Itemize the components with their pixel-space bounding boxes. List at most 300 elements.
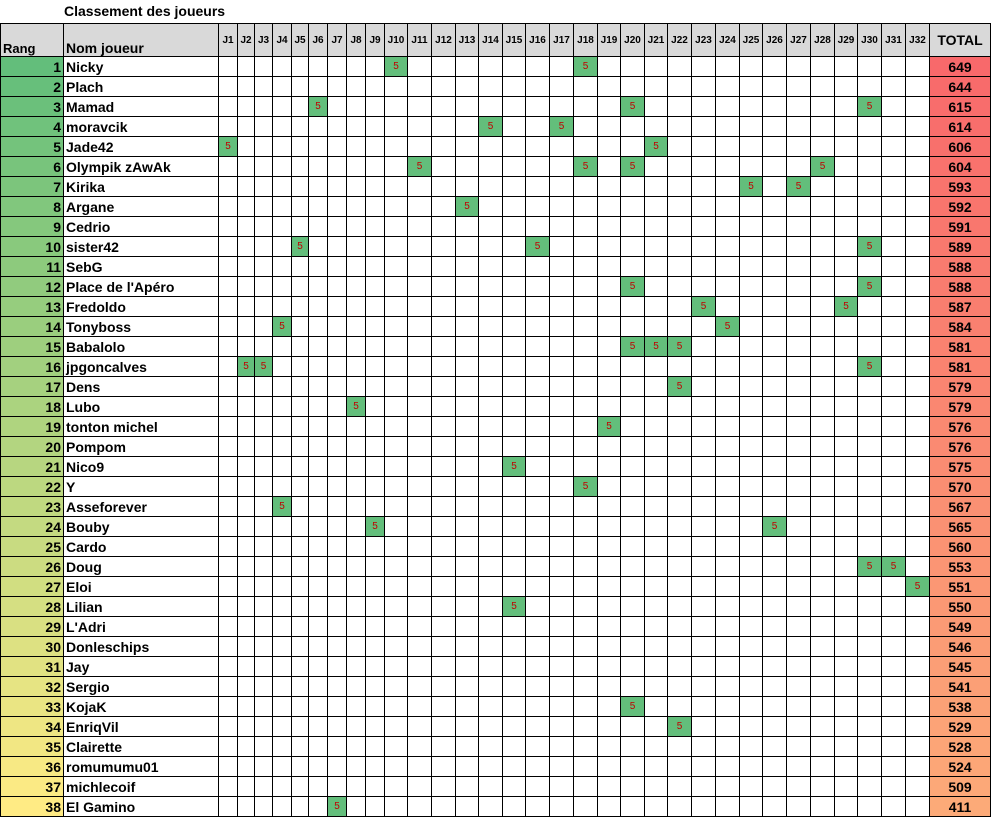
- empty-day-cell[interactable]: [858, 517, 882, 537]
- empty-day-cell[interactable]: [292, 217, 309, 237]
- empty-day-cell[interactable]: [811, 337, 835, 357]
- empty-day-cell[interactable]: [219, 417, 238, 437]
- empty-day-cell[interactable]: [238, 117, 255, 137]
- empty-day-cell[interactable]: [385, 297, 408, 317]
- empty-day-cell[interactable]: [787, 517, 811, 537]
- empty-day-cell[interactable]: [882, 357, 906, 377]
- empty-day-cell[interactable]: [479, 617, 503, 637]
- empty-day-cell[interactable]: [238, 497, 255, 517]
- empty-day-cell[interactable]: [787, 137, 811, 157]
- empty-day-cell[interactable]: [526, 297, 550, 317]
- empty-day-cell[interactable]: [550, 317, 574, 337]
- empty-day-cell[interactable]: [255, 457, 273, 477]
- empty-day-cell[interactable]: [811, 77, 835, 97]
- day-header-j7[interactable]: J7: [328, 24, 347, 57]
- rank-cell[interactable]: 35: [1, 737, 64, 757]
- rank-cell[interactable]: 3: [1, 97, 64, 117]
- empty-day-cell[interactable]: [598, 437, 621, 457]
- empty-day-cell[interactable]: [621, 117, 645, 137]
- empty-day-cell[interactable]: [574, 677, 598, 697]
- empty-day-cell[interactable]: [479, 637, 503, 657]
- empty-day-cell[interactable]: [503, 297, 526, 317]
- empty-day-cell[interactable]: [550, 457, 574, 477]
- empty-day-cell[interactable]: [328, 557, 347, 577]
- empty-day-cell[interactable]: [432, 497, 456, 517]
- empty-day-cell[interactable]: [503, 617, 526, 637]
- empty-day-cell[interactable]: [550, 517, 574, 537]
- empty-day-cell[interactable]: [692, 597, 716, 617]
- empty-day-cell[interactable]: [668, 517, 692, 537]
- empty-day-cell[interactable]: [219, 77, 238, 97]
- empty-day-cell[interactable]: [273, 197, 292, 217]
- empty-day-cell[interactable]: [787, 237, 811, 257]
- rank-cell[interactable]: 24: [1, 517, 64, 537]
- empty-day-cell[interactable]: [347, 697, 366, 717]
- empty-day-cell[interactable]: [219, 657, 238, 677]
- empty-day-cell[interactable]: [456, 57, 479, 77]
- day-header-j6[interactable]: J6: [309, 24, 328, 57]
- empty-day-cell[interactable]: [292, 517, 309, 537]
- player-name-cell[interactable]: Lubo: [64, 397, 219, 417]
- empty-day-cell[interactable]: [906, 437, 930, 457]
- empty-day-cell[interactable]: [787, 697, 811, 717]
- player-name-cell[interactable]: Lilian: [64, 597, 219, 617]
- empty-day-cell[interactable]: [906, 537, 930, 557]
- day-header-j19[interactable]: J19: [598, 24, 621, 57]
- empty-day-cell[interactable]: [456, 757, 479, 777]
- empty-day-cell[interactable]: [811, 117, 835, 137]
- empty-day-cell[interactable]: [328, 397, 347, 417]
- empty-day-cell[interactable]: [787, 317, 811, 337]
- empty-day-cell[interactable]: [503, 517, 526, 537]
- empty-day-cell[interactable]: [456, 597, 479, 617]
- empty-day-cell[interactable]: [479, 777, 503, 797]
- rank-cell[interactable]: 22: [1, 477, 64, 497]
- empty-day-cell[interactable]: [479, 97, 503, 117]
- empty-day-cell[interactable]: [219, 177, 238, 197]
- bonus-point-cell[interactable]: 5: [668, 337, 692, 357]
- empty-day-cell[interactable]: [858, 77, 882, 97]
- empty-day-cell[interactable]: [526, 777, 550, 797]
- empty-day-cell[interactable]: [550, 437, 574, 457]
- empty-day-cell[interactable]: [238, 737, 255, 757]
- empty-day-cell[interactable]: [787, 297, 811, 317]
- empty-day-cell[interactable]: [238, 257, 255, 277]
- empty-day-cell[interactable]: [787, 717, 811, 737]
- empty-day-cell[interactable]: [432, 77, 456, 97]
- empty-day-cell[interactable]: [503, 657, 526, 677]
- empty-day-cell[interactable]: [598, 597, 621, 617]
- empty-day-cell[interactable]: [309, 477, 328, 497]
- empty-day-cell[interactable]: [219, 517, 238, 537]
- empty-day-cell[interactable]: [385, 497, 408, 517]
- empty-day-cell[interactable]: [645, 537, 668, 557]
- empty-day-cell[interactable]: [598, 637, 621, 657]
- empty-day-cell[interactable]: [858, 457, 882, 477]
- empty-day-cell[interactable]: [238, 577, 255, 597]
- empty-day-cell[interactable]: [347, 157, 366, 177]
- empty-day-cell[interactable]: [882, 77, 906, 97]
- empty-day-cell[interactable]: [347, 757, 366, 777]
- empty-day-cell[interactable]: [740, 657, 763, 677]
- empty-day-cell[interactable]: [432, 217, 456, 237]
- player-name-cell[interactable]: Cardo: [64, 537, 219, 557]
- empty-day-cell[interactable]: [598, 77, 621, 97]
- empty-day-cell[interactable]: [255, 117, 273, 137]
- empty-day-cell[interactable]: [238, 557, 255, 577]
- empty-day-cell[interactable]: [811, 517, 835, 537]
- empty-day-cell[interactable]: [621, 577, 645, 597]
- empty-day-cell[interactable]: [574, 357, 598, 377]
- empty-day-cell[interactable]: [574, 737, 598, 757]
- empty-day-cell[interactable]: [906, 257, 930, 277]
- total-cell[interactable]: 649: [930, 57, 991, 77]
- empty-day-cell[interactable]: [309, 257, 328, 277]
- empty-day-cell[interactable]: [550, 337, 574, 357]
- empty-day-cell[interactable]: [328, 577, 347, 597]
- empty-day-cell[interactable]: [432, 757, 456, 777]
- empty-day-cell[interactable]: [763, 797, 787, 817]
- empty-day-cell[interactable]: [716, 77, 740, 97]
- empty-day-cell[interactable]: [347, 577, 366, 597]
- empty-day-cell[interactable]: [716, 437, 740, 457]
- bonus-point-cell[interactable]: 5: [740, 177, 763, 197]
- empty-day-cell[interactable]: [366, 657, 385, 677]
- empty-day-cell[interactable]: [858, 317, 882, 337]
- empty-day-cell[interactable]: [692, 177, 716, 197]
- empty-day-cell[interactable]: [716, 377, 740, 397]
- empty-day-cell[interactable]: [456, 677, 479, 697]
- empty-day-cell[interactable]: [219, 757, 238, 777]
- rank-cell[interactable]: 11: [1, 257, 64, 277]
- empty-day-cell[interactable]: [366, 737, 385, 757]
- empty-day-cell[interactable]: [621, 457, 645, 477]
- empty-day-cell[interactable]: [255, 737, 273, 757]
- empty-day-cell[interactable]: [858, 657, 882, 677]
- empty-day-cell[interactable]: [811, 297, 835, 317]
- empty-day-cell[interactable]: [621, 417, 645, 437]
- bonus-point-cell[interactable]: 5: [906, 577, 930, 597]
- rank-cell[interactable]: 33: [1, 697, 64, 717]
- empty-day-cell[interactable]: [763, 237, 787, 257]
- empty-day-cell[interactable]: [456, 337, 479, 357]
- rank-cell[interactable]: 1: [1, 57, 64, 77]
- empty-day-cell[interactable]: [219, 637, 238, 657]
- empty-day-cell[interactable]: [574, 117, 598, 137]
- empty-day-cell[interactable]: [598, 457, 621, 477]
- bonus-point-cell[interactable]: 5: [692, 297, 716, 317]
- empty-day-cell[interactable]: [273, 117, 292, 137]
- empty-day-cell[interactable]: [238, 277, 255, 297]
- empty-day-cell[interactable]: [273, 137, 292, 157]
- empty-day-cell[interactable]: [835, 677, 858, 697]
- empty-day-cell[interactable]: [858, 297, 882, 317]
- empty-day-cell[interactable]: [255, 437, 273, 457]
- empty-day-cell[interactable]: [882, 97, 906, 117]
- empty-day-cell[interactable]: [621, 257, 645, 277]
- empty-day-cell[interactable]: [740, 137, 763, 157]
- empty-day-cell[interactable]: [668, 757, 692, 777]
- empty-day-cell[interactable]: [366, 257, 385, 277]
- empty-day-cell[interactable]: [503, 437, 526, 457]
- empty-day-cell[interactable]: [906, 357, 930, 377]
- empty-day-cell[interactable]: [763, 557, 787, 577]
- empty-day-cell[interactable]: [385, 137, 408, 157]
- empty-day-cell[interactable]: [219, 97, 238, 117]
- empty-day-cell[interactable]: [858, 797, 882, 817]
- empty-day-cell[interactable]: [598, 697, 621, 717]
- empty-day-cell[interactable]: [526, 277, 550, 297]
- empty-day-cell[interactable]: [550, 777, 574, 797]
- empty-day-cell[interactable]: [408, 517, 432, 537]
- empty-day-cell[interactable]: [479, 317, 503, 337]
- empty-day-cell[interactable]: [692, 797, 716, 817]
- total-cell[interactable]: 524: [930, 757, 991, 777]
- empty-day-cell[interactable]: [432, 557, 456, 577]
- empty-day-cell[interactable]: [219, 277, 238, 297]
- empty-day-cell[interactable]: [882, 657, 906, 677]
- empty-day-cell[interactable]: [621, 717, 645, 737]
- empty-day-cell[interactable]: [309, 737, 328, 757]
- empty-day-cell[interactable]: [238, 457, 255, 477]
- empty-day-cell[interactable]: [366, 617, 385, 637]
- empty-day-cell[interactable]: [598, 517, 621, 537]
- empty-day-cell[interactable]: [238, 757, 255, 777]
- empty-day-cell[interactable]: [347, 277, 366, 297]
- empty-day-cell[interactable]: [292, 297, 309, 317]
- empty-day-cell[interactable]: [238, 677, 255, 697]
- empty-day-cell[interactable]: [255, 557, 273, 577]
- empty-day-cell[interactable]: [347, 617, 366, 637]
- empty-day-cell[interactable]: [645, 177, 668, 197]
- total-cell[interactable]: 588: [930, 257, 991, 277]
- empty-day-cell[interactable]: [740, 777, 763, 797]
- empty-day-cell[interactable]: [882, 197, 906, 217]
- player-name-cell[interactable]: Argane: [64, 197, 219, 217]
- empty-day-cell[interactable]: [787, 657, 811, 677]
- empty-day-cell[interactable]: [668, 797, 692, 817]
- total-cell[interactable]: 560: [930, 537, 991, 557]
- day-header-j32[interactable]: J32: [906, 24, 930, 57]
- empty-day-cell[interactable]: [366, 217, 385, 237]
- empty-day-cell[interactable]: [347, 517, 366, 537]
- empty-day-cell[interactable]: [858, 437, 882, 457]
- empty-day-cell[interactable]: [668, 437, 692, 457]
- empty-day-cell[interactable]: [906, 697, 930, 717]
- empty-day-cell[interactable]: [479, 397, 503, 417]
- empty-day-cell[interactable]: [385, 157, 408, 177]
- empty-day-cell[interactable]: [255, 637, 273, 657]
- empty-day-cell[interactable]: [328, 337, 347, 357]
- empty-day-cell[interactable]: [456, 157, 479, 177]
- empty-day-cell[interactable]: [550, 137, 574, 157]
- empty-day-cell[interactable]: [692, 317, 716, 337]
- empty-day-cell[interactable]: [574, 717, 598, 737]
- empty-day-cell[interactable]: [292, 177, 309, 197]
- rank-cell[interactable]: 23: [1, 497, 64, 517]
- empty-day-cell[interactable]: [574, 597, 598, 617]
- empty-day-cell[interactable]: [255, 517, 273, 537]
- empty-day-cell[interactable]: [255, 717, 273, 737]
- empty-day-cell[interactable]: [835, 377, 858, 397]
- empty-day-cell[interactable]: [645, 777, 668, 797]
- empty-day-cell[interactable]: [526, 117, 550, 137]
- bonus-point-cell[interactable]: 5: [479, 117, 503, 137]
- empty-day-cell[interactable]: [255, 77, 273, 97]
- empty-day-cell[interactable]: [858, 637, 882, 657]
- player-name-cell[interactable]: Fredoldo: [64, 297, 219, 317]
- empty-day-cell[interactable]: [219, 797, 238, 817]
- empty-day-cell[interactable]: [598, 777, 621, 797]
- empty-day-cell[interactable]: [255, 317, 273, 337]
- total-cell[interactable]: 589: [930, 237, 991, 257]
- empty-day-cell[interactable]: [692, 237, 716, 257]
- empty-day-cell[interactable]: [787, 577, 811, 597]
- empty-day-cell[interactable]: [858, 677, 882, 697]
- empty-day-cell[interactable]: [668, 117, 692, 137]
- empty-day-cell[interactable]: [219, 157, 238, 177]
- empty-day-cell[interactable]: [432, 457, 456, 477]
- empty-day-cell[interactable]: [906, 157, 930, 177]
- rank-cell[interactable]: 5: [1, 137, 64, 157]
- empty-day-cell[interactable]: [621, 497, 645, 517]
- empty-day-cell[interactable]: [740, 157, 763, 177]
- empty-day-cell[interactable]: [432, 797, 456, 817]
- empty-day-cell[interactable]: [366, 677, 385, 697]
- empty-day-cell[interactable]: [811, 477, 835, 497]
- empty-day-cell[interactable]: [238, 777, 255, 797]
- bonus-point-cell[interactable]: 5: [503, 597, 526, 617]
- empty-day-cell[interactable]: [858, 177, 882, 197]
- empty-day-cell[interactable]: [408, 77, 432, 97]
- empty-day-cell[interactable]: [456, 277, 479, 297]
- empty-day-cell[interactable]: [598, 317, 621, 337]
- empty-day-cell[interactable]: [366, 537, 385, 557]
- empty-day-cell[interactable]: [479, 657, 503, 677]
- empty-day-cell[interactable]: [835, 597, 858, 617]
- empty-day-cell[interactable]: [763, 357, 787, 377]
- empty-day-cell[interactable]: [273, 797, 292, 817]
- empty-day-cell[interactable]: [456, 437, 479, 457]
- empty-day-cell[interactable]: [432, 677, 456, 697]
- empty-day-cell[interactable]: [503, 337, 526, 357]
- bonus-point-cell[interactable]: 5: [292, 237, 309, 257]
- empty-day-cell[interactable]: [309, 357, 328, 377]
- empty-day-cell[interactable]: [598, 557, 621, 577]
- empty-day-cell[interactable]: [408, 577, 432, 597]
- empty-day-cell[interactable]: [456, 97, 479, 117]
- empty-day-cell[interactable]: [503, 157, 526, 177]
- empty-day-cell[interactable]: [906, 377, 930, 397]
- empty-day-cell[interactable]: [668, 257, 692, 277]
- empty-day-cell[interactable]: [238, 417, 255, 437]
- empty-day-cell[interactable]: [408, 657, 432, 677]
- empty-day-cell[interactable]: [526, 537, 550, 557]
- empty-day-cell[interactable]: [740, 717, 763, 737]
- day-header-j13[interactable]: J13: [456, 24, 479, 57]
- empty-day-cell[interactable]: [906, 597, 930, 617]
- empty-day-cell[interactable]: [716, 477, 740, 497]
- empty-day-cell[interactable]: [858, 697, 882, 717]
- empty-day-cell[interactable]: [574, 197, 598, 217]
- empty-day-cell[interactable]: [432, 237, 456, 257]
- empty-day-cell[interactable]: [273, 777, 292, 797]
- empty-day-cell[interactable]: [219, 537, 238, 557]
- empty-day-cell[interactable]: [550, 177, 574, 197]
- empty-day-cell[interactable]: [526, 317, 550, 337]
- empty-day-cell[interactable]: [621, 397, 645, 417]
- empty-day-cell[interactable]: [668, 417, 692, 437]
- rank-cell[interactable]: 31: [1, 657, 64, 677]
- empty-day-cell[interactable]: [408, 217, 432, 237]
- empty-day-cell[interactable]: [645, 77, 668, 97]
- empty-day-cell[interactable]: [787, 97, 811, 117]
- player-name-cell[interactable]: Plach: [64, 77, 219, 97]
- rank-cell[interactable]: 18: [1, 397, 64, 417]
- empty-day-cell[interactable]: [273, 397, 292, 417]
- empty-day-cell[interactable]: [309, 397, 328, 417]
- empty-day-cell[interactable]: [238, 617, 255, 637]
- empty-day-cell[interactable]: [574, 237, 598, 257]
- empty-day-cell[interactable]: [574, 457, 598, 477]
- empty-day-cell[interactable]: [906, 317, 930, 337]
- empty-day-cell[interactable]: [432, 337, 456, 357]
- empty-day-cell[interactable]: [787, 117, 811, 137]
- empty-day-cell[interactable]: [621, 797, 645, 817]
- empty-day-cell[interactable]: [668, 677, 692, 697]
- empty-day-cell[interactable]: [716, 537, 740, 557]
- empty-day-cell[interactable]: [574, 317, 598, 337]
- empty-day-cell[interactable]: [668, 77, 692, 97]
- empty-day-cell[interactable]: [811, 137, 835, 157]
- empty-day-cell[interactable]: [385, 577, 408, 597]
- empty-day-cell[interactable]: [526, 577, 550, 597]
- player-name-cell[interactable]: Sergio: [64, 677, 219, 697]
- empty-day-cell[interactable]: [432, 257, 456, 277]
- empty-day-cell[interactable]: [787, 417, 811, 437]
- empty-day-cell[interactable]: [385, 697, 408, 717]
- empty-day-cell[interactable]: [408, 477, 432, 497]
- empty-day-cell[interactable]: [503, 697, 526, 717]
- empty-day-cell[interactable]: [366, 697, 385, 717]
- empty-day-cell[interactable]: [238, 217, 255, 237]
- empty-day-cell[interactable]: [598, 737, 621, 757]
- empty-day-cell[interactable]: [328, 777, 347, 797]
- empty-day-cell[interactable]: [273, 237, 292, 257]
- empty-day-cell[interactable]: [292, 97, 309, 117]
- empty-day-cell[interactable]: [882, 517, 906, 537]
- empty-day-cell[interactable]: [645, 297, 668, 317]
- empty-day-cell[interactable]: [432, 57, 456, 77]
- empty-day-cell[interactable]: [835, 177, 858, 197]
- total-cell[interactable]: 567: [930, 497, 991, 517]
- empty-day-cell[interactable]: [238, 537, 255, 557]
- empty-day-cell[interactable]: [787, 617, 811, 637]
- empty-day-cell[interactable]: [550, 477, 574, 497]
- player-name-cell[interactable]: sister42: [64, 237, 219, 257]
- empty-day-cell[interactable]: [787, 797, 811, 817]
- empty-day-cell[interactable]: [645, 617, 668, 637]
- empty-day-cell[interactable]: [787, 337, 811, 357]
- empty-day-cell[interactable]: [550, 557, 574, 577]
- empty-day-cell[interactable]: [621, 557, 645, 577]
- total-cell[interactable]: 579: [930, 397, 991, 417]
- empty-day-cell[interactable]: [740, 77, 763, 97]
- empty-day-cell[interactable]: [668, 217, 692, 237]
- empty-day-cell[interactable]: [432, 97, 456, 117]
- empty-day-cell[interactable]: [526, 557, 550, 577]
- empty-day-cell[interactable]: [598, 257, 621, 277]
